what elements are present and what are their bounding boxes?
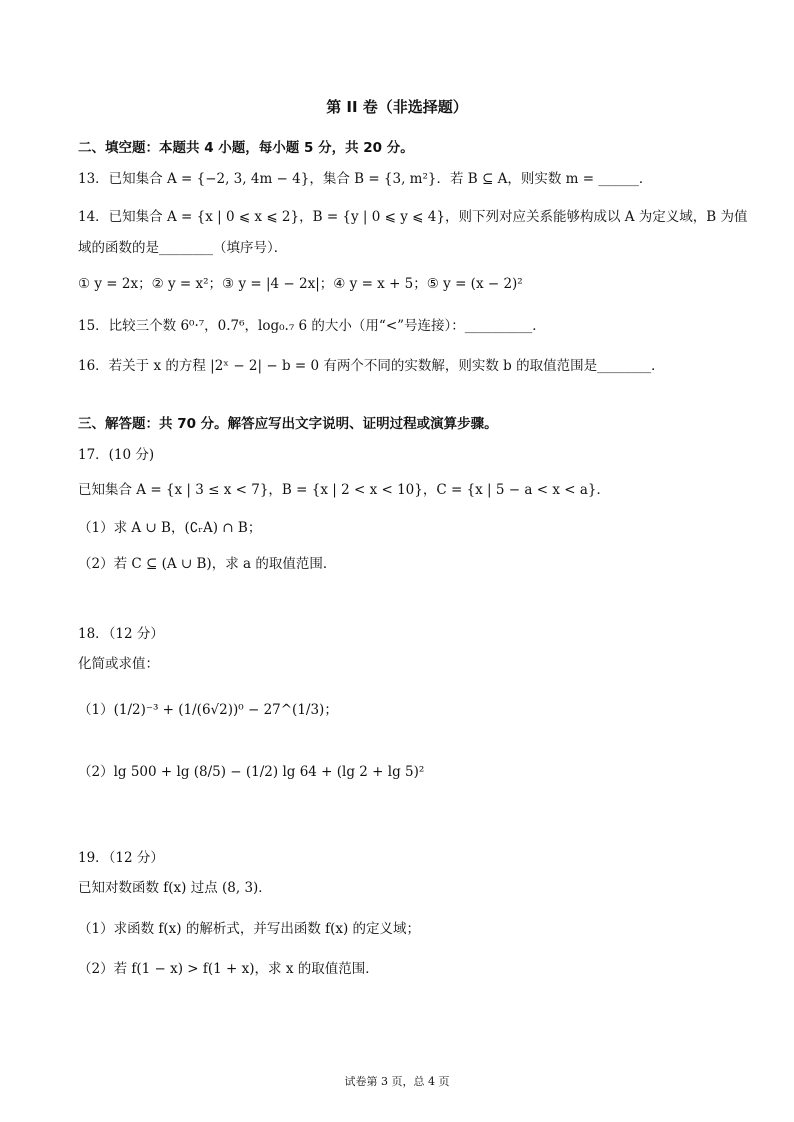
question-19-stem: 已知对数函数 f(x) 过点 (8, 3)． bbox=[78, 880, 272, 896]
question-18-header: 18．（12 分） bbox=[78, 626, 164, 642]
section2-heading: 二、填空题：本题共 4 小题，每小题 5 分，共 20 分。 bbox=[78, 140, 414, 156]
question-19-header: 19．（12 分） bbox=[78, 850, 164, 866]
section3-heading: 三、解答题：共 70 分。解答应写出文字说明、证明过程或演算步骤。 bbox=[78, 416, 498, 432]
question-18-stem: 化简或求值： bbox=[78, 656, 159, 672]
question-18-part2: （2）lg 500 + lg (8/5) − (1/2) lg 64 + (lg 2 + lg 5)² bbox=[78, 764, 425, 780]
question-14-options: ① y = 2x；② y = x²；③ y = |4 − 2x|；④ y = x + 5；⑤ y = (x − 2)² bbox=[78, 276, 523, 292]
page-footer: 试卷第 3 页，总 4 页 bbox=[344, 1075, 450, 1088]
question-17-part1: （1）求 A ∪ B，(∁ᵣA) ∩ B； bbox=[78, 520, 262, 536]
question-19-part1: （1）求函数 f(x) 的解析式，并写出函数 f(x) 的定义域； bbox=[78, 921, 421, 937]
question-14-line1: 14．已知集合 A = {x | 0 ⩽ x ⩽ 2}，B = {y | 0 ⩽ y ⩽ 4}，则下列对应关系能够构成以 A 为定义域，B 为值 bbox=[78, 209, 748, 225]
question-14-line2: 域的函数的是________（填序号）． bbox=[78, 240, 288, 256]
question-17-header: 17．(10 分) bbox=[78, 447, 155, 463]
page-title: 第 II 卷（非选择题） bbox=[326, 98, 468, 116]
question-13: 13．已知集合 A = {−2, 3, 4m − 4}，集合 B = {3, m²}．若 B ⊆ A，则实数 m = ______． bbox=[78, 171, 653, 187]
question-15: 15．比较三个数 6⁰·⁷，0.7⁶，log₀.₇ 6 的大小（用“<”号连接）：__________． bbox=[78, 318, 546, 334]
question-19-part2: （2）若 f(1 − x) > f(1 + x)，求 x 的取值范围． bbox=[78, 961, 379, 977]
question-16: 16．若关于 x 的方程 |2ˣ − 2| − b = 0 有两个不同的实数解，则实数 b 的取值范围是________． bbox=[78, 358, 665, 374]
question-17-stem: 已知集合 A = {x | 3 ≤ x < 7}，B = {x | 2 < x < 10}，C = {x | 5 − a < x < a}． bbox=[78, 482, 610, 498]
question-18-part1: （1）(1/2)⁻³ + (1/(6√2))⁰ − 27^(1/3)； bbox=[78, 702, 338, 718]
question-17-part2: （2）若 C ⊆ (A ∪ B)，求 a 的取值范围． bbox=[78, 556, 337, 572]
